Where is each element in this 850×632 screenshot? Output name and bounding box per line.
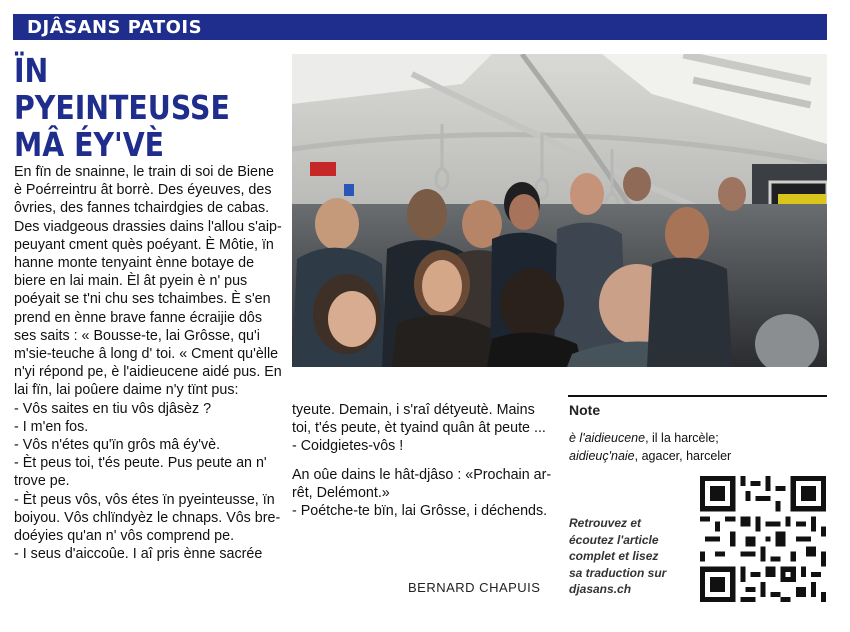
promo-text: Retrouvez et écoutez l'article complet et lisez sa traduction sur djasans.ch [569,516,667,597]
note-line-1 [569,431,719,445]
article-column-2 [292,401,554,520]
article-column-1 [14,163,284,563]
column-2-paragraph-2: An oûe dains le hât-djâso : «Prochain ar-rêt, Delémont.» - Poétche-te bïn, lai Grôsse, i déchends. [292,466,552,520]
note-definition-1: , il la harcèle; [645,431,719,445]
note-definition-2: , agacer, harceler [634,449,732,463]
headline-line-2: MÂ ÉY'VÈ [14,125,165,164]
column-2-paragraph-1: tyeute. Demain, i s'raî détyeutè. Mains toi, t'és peute, èt tyaind quân ât peute ... - Coidgietes-vôs ! [292,402,546,455]
note-term-1: è l'aidieucene [569,431,646,445]
article-byline: BERNARD CHAPUIS [408,580,541,595]
section-title: DJÂSANS PATOIS [27,17,203,38]
note-title: Note [569,402,601,418]
note-line-2 [569,449,731,463]
headline-line-1: ÏN PYEINTEUSSE [14,51,230,127]
article-photo [292,54,827,367]
article-headline [14,52,246,163]
note-term-2: aidieuç'naie [569,449,635,463]
column-1-text: En fïn de snainne, le train di soi de Biene è Poérreintru ât borrè. Des éyeuves, des ôvries, des fannes tchairdgies de cabas. Des viadgeous drassies dains l'allou s'aip-peuyant cment quès poéyant. È Môtie, ïn hanne monte tenyaint ènne botaye de biere en lai main. Èl ât pyein è n' pus poéyait se t'ni chu ses tchaimbes. È s'en prend en ènne brave fanne écraijie dôs ses saits : « Bousse-te, lai Grôsse, qu'i m'sie-teuche â long d' toi. « Cment qu'èlle n'yi répond pe, è l'aidieucene aidé pus. En lai fïn, lai poûere daime n'y tïnt pus: - Vôs saites en tiu vôs djâsèz ? - I m'en fos. - Vôs n'étes qu'ïn grôs mâ éy'vè. - Èt peus toi, t'és peute. Pus peute an n' trove pe. - Èt peus vôs, vôs étes ïn pyeinteusse, ïn boiyou. Vôs chlïndyèz le chnaps. Vôs bre-doéyies qu'an n' vôs comprend pe. - I seus d'aiccoûe. I aî pris ènne sacrée [14,164,282,563]
crowded-train-photo [292,54,827,367]
section-banner [13,14,827,40]
qr-code-icon[interactable] [700,476,826,602]
note-divider [568,395,827,397]
